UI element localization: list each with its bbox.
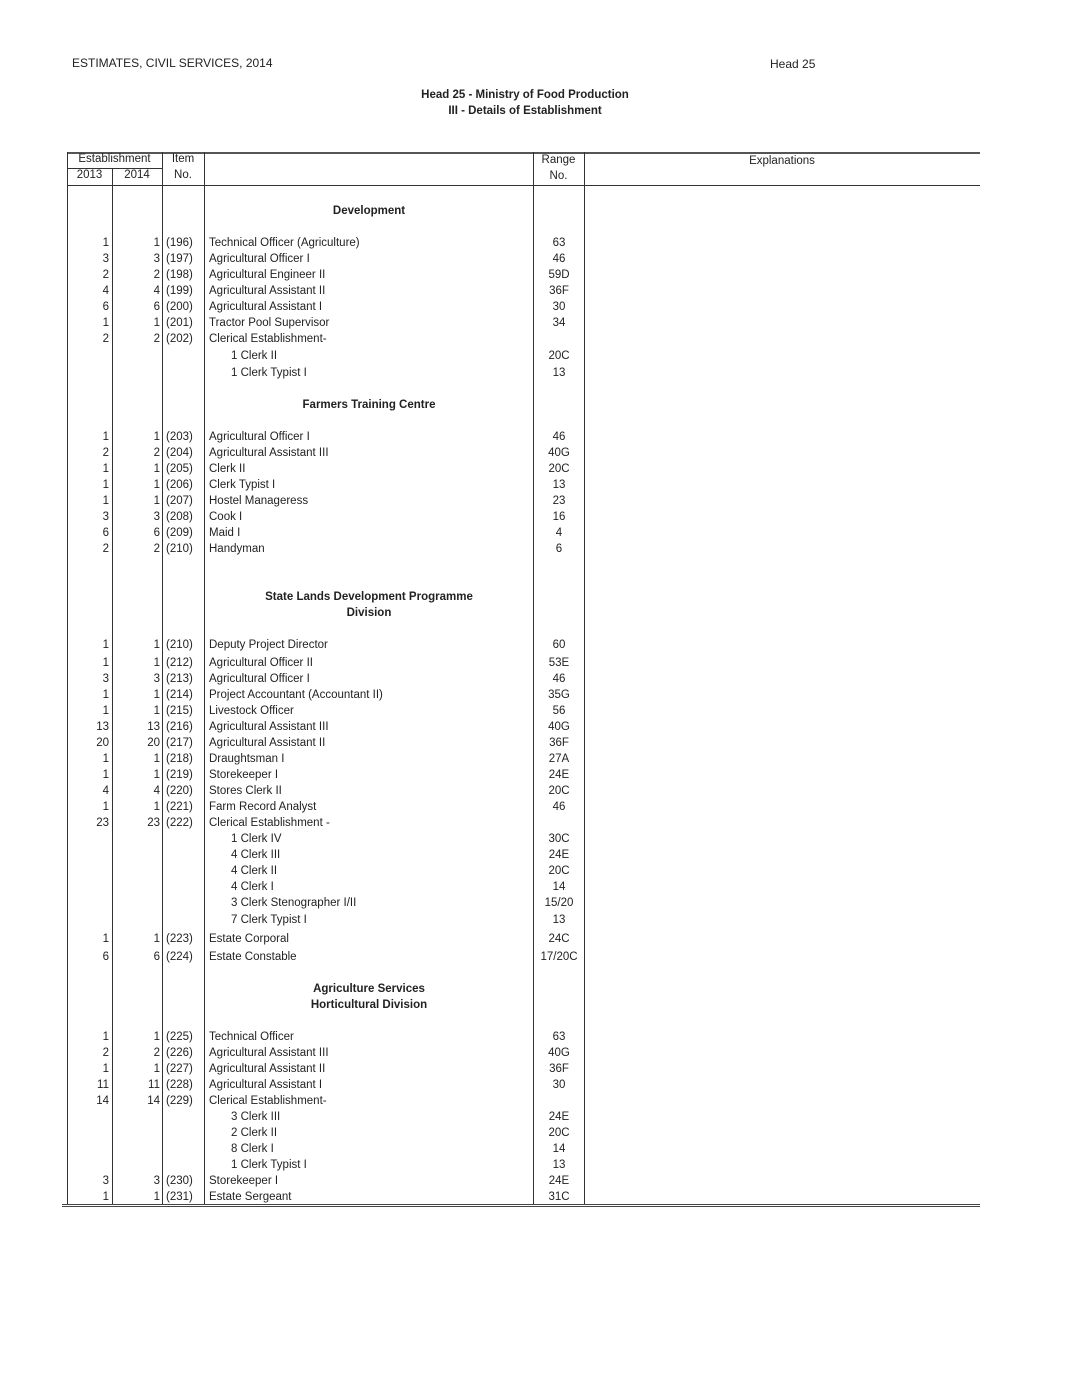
document-header-right: Head 25 — [770, 57, 816, 71]
establishment-2013: 1 — [102, 689, 109, 701]
range-number: 30C — [548, 833, 570, 845]
establishment-2013: 3 — [102, 673, 109, 685]
item-number: (212) — [166, 657, 193, 669]
item-number: (229) — [166, 1095, 193, 1107]
sub-item-row — [0, 1141, 1071, 1157]
range-number: 16 — [552, 511, 566, 523]
post-description: Agricultural Assistant II — [209, 285, 326, 297]
post-description: Agricultural Assistant I — [209, 301, 323, 313]
range-number: 15/20 — [544, 897, 574, 909]
item-number: (198) — [166, 269, 193, 281]
establishment-2013: 4 — [102, 285, 109, 297]
post-description: Maid I — [209, 527, 241, 539]
item-number: (226) — [166, 1047, 193, 1059]
post-description: Agricultural Officer I — [209, 673, 310, 685]
establishment-2013: 1 — [102, 479, 109, 491]
post-description: Clerk Typist I — [209, 479, 276, 491]
section-heading — [0, 981, 1071, 997]
table-row — [0, 235, 1071, 251]
establishment-2014: 1 — [153, 1031, 160, 1043]
item-number: (214) — [166, 689, 193, 701]
section-heading-text: Agriculture Services — [313, 983, 425, 995]
sub-item-description: 3 Clerk Stenographer I/II — [231, 897, 357, 909]
establishment-2014: 3 — [153, 673, 160, 685]
range-number: 17/20C — [540, 951, 578, 963]
post-description: Clerical Establishment - — [209, 817, 330, 829]
range-number: 4 — [555, 527, 563, 539]
establishment-2013: 3 — [102, 253, 109, 265]
table-row — [0, 331, 1071, 347]
item-number: (213) — [166, 673, 193, 685]
table-row — [0, 735, 1071, 751]
sub-item-description: 4 Clerk I — [231, 881, 274, 893]
item-number: (228) — [166, 1079, 193, 1091]
post-description: Agricultural Officer I — [209, 431, 310, 443]
col-header-item-no: No. — [174, 169, 192, 181]
table-row — [0, 751, 1071, 767]
establishment-2014: 1 — [153, 753, 160, 765]
sub-item-row — [0, 895, 1071, 911]
post-description: Hostel Manageress — [209, 495, 309, 507]
item-number: (201) — [166, 317, 193, 329]
col-header-2014: 2014 — [124, 169, 150, 181]
post-description: Agricultural Officer II — [209, 657, 313, 669]
establishment-2014: 1 — [153, 317, 160, 329]
establishment-2014: 6 — [153, 951, 160, 963]
table-row — [0, 1061, 1071, 1077]
item-number: (216) — [166, 721, 193, 733]
table-row — [0, 637, 1071, 653]
range-number: 20C — [548, 865, 570, 877]
range-number: 13 — [552, 367, 566, 379]
item-number: (224) — [166, 951, 193, 963]
table-row — [0, 477, 1071, 493]
table-row — [0, 815, 1071, 831]
sub-item-description: 7 Clerk Typist I — [231, 914, 307, 926]
post-description: Technical Officer (Agriculture) — [209, 237, 360, 249]
establishment-2014: 2 — [153, 333, 160, 345]
page-title: Head 25 - Ministry of Food Production — [421, 89, 629, 101]
table-row — [0, 509, 1071, 525]
range-number: 46 — [552, 801, 566, 813]
establishment-2014: 1 — [153, 1063, 160, 1075]
establishment-2013: 14 — [96, 1095, 109, 1107]
item-number: (215) — [166, 705, 193, 717]
range-number: 13 — [552, 914, 566, 926]
establishment-2013: 1 — [102, 237, 109, 249]
post-description: Tractor Pool Supervisor — [209, 317, 330, 329]
item-number: (227) — [166, 1063, 193, 1075]
section-heading — [0, 397, 1071, 413]
col-header-range: Range — [541, 154, 576, 166]
establishment-2013: 6 — [102, 527, 109, 539]
sub-item-row — [0, 348, 1071, 364]
range-number: 27A — [548, 753, 570, 765]
sub-item-row — [0, 847, 1071, 863]
establishment-2013: 1 — [102, 769, 109, 781]
post-description: Agricultural Assistant I — [209, 1079, 323, 1091]
item-number: (199) — [166, 285, 193, 297]
table-row — [0, 1093, 1071, 1109]
post-description: Farm Record Analyst — [209, 801, 317, 813]
table-row — [0, 703, 1071, 719]
item-number: (217) — [166, 737, 193, 749]
range-number: 23 — [552, 495, 566, 507]
establishment-2014: 1 — [153, 933, 160, 945]
establishment-2013: 1 — [102, 495, 109, 507]
post-description: Estate Corporal — [209, 933, 289, 945]
table-row — [0, 429, 1071, 445]
item-number: (231) — [166, 1191, 193, 1203]
range-number: 40G — [548, 721, 570, 733]
range-number: 20C — [548, 1127, 570, 1139]
table-row — [0, 1189, 1071, 1205]
range-number: 60 — [552, 639, 566, 651]
table-row — [0, 671, 1071, 687]
col-header-explanations: Explanations — [749, 155, 815, 167]
establishment-2014: 2 — [153, 447, 160, 459]
table-row — [0, 299, 1071, 315]
post-description: Project Accountant (Accountant II) — [209, 689, 383, 701]
document-header-left: ESTIMATES, CIVIL SERVICES, 2014 — [72, 56, 273, 70]
establishment-2013: 1 — [102, 463, 109, 475]
establishment-2014: 11 — [148, 1079, 160, 1091]
establishment-2013: 4 — [102, 785, 109, 797]
establishment-2013: 1 — [102, 431, 109, 443]
item-number: (196) — [166, 237, 193, 249]
establishment-2014: 4 — [153, 785, 160, 797]
item-number: (218) — [166, 753, 193, 765]
range-number: 20C — [548, 350, 570, 362]
establishment-2014: 2 — [153, 543, 160, 555]
range-number: 30 — [552, 301, 566, 313]
establishment-2014: 1 — [153, 463, 160, 475]
establishment-2014: 1 — [153, 479, 160, 491]
establishment-2013: 2 — [102, 1047, 109, 1059]
post-description: Clerical Establishment- — [209, 333, 327, 345]
range-number: 35G — [548, 689, 570, 701]
table-row — [0, 1045, 1071, 1061]
sub-item-description: 4 Clerk III — [231, 849, 281, 861]
establishment-2013: 2 — [102, 447, 109, 459]
range-number: 6 — [555, 543, 563, 555]
establishment-2014: 1 — [153, 237, 160, 249]
col-header-item: Item — [171, 153, 195, 165]
sub-item-description: 1 Clerk Typist I — [231, 1159, 307, 1171]
establishment-2014: 1 — [153, 431, 160, 443]
establishment-2014: 1 — [153, 657, 160, 669]
item-number: (225) — [166, 1031, 193, 1043]
range-number: 14 — [552, 881, 566, 893]
establishment-2014: 23 — [147, 817, 160, 829]
establishment-2014: 1 — [153, 639, 160, 651]
item-number: (210) — [166, 639, 193, 651]
establishment-2014: 6 — [153, 301, 160, 313]
post-description: Agricultural Assistant III — [209, 447, 329, 459]
sub-item-description: 1 Clerk IV — [231, 833, 282, 845]
post-description: Cook I — [209, 511, 243, 523]
establishment-2014: 2 — [153, 269, 160, 281]
establishment-2014: 3 — [153, 511, 160, 523]
post-description: Agricultural Officer I — [209, 253, 310, 265]
establishment-2013: 1 — [102, 317, 109, 329]
establishment-2014: 1 — [153, 801, 160, 813]
item-number: (210) — [166, 543, 193, 555]
item-number: (208) — [166, 511, 193, 523]
sub-item-row — [0, 1109, 1071, 1125]
post-description: Agricultural Assistant II — [209, 737, 326, 749]
establishment-2013: 20 — [96, 737, 109, 749]
range-number: 46 — [552, 253, 566, 265]
sub-item-description: 3 Clerk III — [231, 1111, 281, 1123]
establishment-2013: 1 — [102, 1191, 109, 1203]
item-number: (222) — [166, 817, 193, 829]
section-heading — [0, 203, 1071, 219]
range-number: 13 — [552, 479, 566, 491]
item-number: (230) — [166, 1175, 193, 1187]
range-number: 63 — [552, 237, 566, 249]
post-description: Clerical Establishment- — [209, 1095, 327, 1107]
item-number: (200) — [166, 301, 193, 313]
establishment-2013: 1 — [102, 705, 109, 717]
item-number: (219) — [166, 769, 193, 781]
post-description: Stores Clerk II — [209, 785, 282, 797]
establishment-2014: 1 — [153, 689, 160, 701]
sub-item-description: 8 Clerk I — [231, 1143, 274, 1155]
range-number: 53E — [548, 657, 570, 669]
range-number: 46 — [552, 673, 566, 685]
establishment-2013: 6 — [102, 301, 109, 313]
section-heading-text: Farmers Training Centre — [302, 399, 436, 411]
establishment-2013: 2 — [102, 269, 109, 281]
establishment-2013: 2 — [102, 333, 109, 345]
range-number: 20C — [548, 463, 570, 475]
table-row — [0, 1029, 1071, 1045]
item-number: (202) — [166, 333, 193, 345]
establishment-2014: 14 — [147, 1095, 160, 1107]
establishment-2014: 2 — [153, 1047, 160, 1059]
range-number: 14 — [552, 1143, 566, 1155]
post-description: Agricultural Assistant III — [209, 721, 329, 733]
range-number: 40G — [548, 1047, 570, 1059]
establishment-2014: 1 — [153, 705, 160, 717]
establishment-2013: 3 — [102, 511, 109, 523]
post-description: Agricultural Assistant II — [209, 1063, 326, 1075]
range-number: 24E — [548, 1175, 570, 1187]
range-number: 46 — [552, 431, 566, 443]
col-header-2013: 2013 — [76, 169, 103, 181]
range-number: 36F — [549, 1063, 569, 1075]
post-description: Livestock Officer — [209, 705, 294, 717]
table-row — [0, 767, 1071, 783]
table-row — [0, 315, 1071, 331]
sub-item-row — [0, 365, 1071, 381]
item-number: (205) — [166, 463, 193, 475]
establishment-2013: 1 — [102, 801, 109, 813]
post-description: Draughtsman I — [209, 753, 285, 765]
item-number: (197) — [166, 253, 193, 265]
sub-item-description: 1 Clerk Typist I — [231, 367, 307, 379]
post-description: Deputy Project Director — [209, 639, 328, 651]
item-number: (220) — [166, 785, 193, 797]
table-row — [0, 541, 1071, 557]
range-number: 24E — [548, 849, 570, 861]
range-number: 13 — [552, 1159, 566, 1171]
range-number: 34 — [552, 317, 566, 329]
table-row — [0, 283, 1071, 299]
range-number: 30 — [552, 1079, 566, 1091]
establishment-2013: 11 — [97, 1079, 109, 1091]
range-number: 36F — [549, 737, 569, 749]
table-row — [0, 687, 1071, 703]
establishment-2013: 1 — [102, 933, 109, 945]
range-number: 20C — [548, 785, 570, 797]
sub-item-row — [0, 1125, 1071, 1141]
section-heading — [0, 605, 1071, 621]
establishment-2013: 1 — [102, 657, 109, 669]
sub-item-row — [0, 1157, 1071, 1173]
section-heading — [0, 589, 1071, 605]
table-row — [0, 931, 1071, 947]
establishment-2013: 23 — [96, 817, 109, 829]
section-heading-text: State Lands Development Programme — [265, 591, 473, 603]
section-heading-text: Horticultural Division — [310, 999, 428, 1011]
establishment-2014: 1 — [153, 495, 160, 507]
range-number: 24E — [548, 769, 570, 781]
range-number: 24C — [548, 933, 570, 945]
table-row — [0, 1077, 1071, 1093]
sub-item-description: 4 Clerk II — [231, 865, 278, 877]
establishment-2013: 1 — [102, 753, 109, 765]
establishment-2014: 6 — [153, 527, 160, 539]
page-subtitle: III - Details of Establishment — [448, 105, 602, 117]
item-number: (206) — [166, 479, 193, 491]
table-row — [0, 251, 1071, 267]
post-description: Clerk II — [209, 463, 246, 475]
item-number: (221) — [166, 801, 193, 813]
post-description: Agricultural Engineer II — [209, 269, 326, 281]
col-header-range-no: No. — [549, 170, 568, 182]
sub-item-row — [0, 863, 1071, 879]
establishment-2013: 3 — [102, 1175, 109, 1187]
sub-item-description: 2 Clerk II — [231, 1127, 278, 1139]
range-number: 40G — [548, 447, 570, 459]
post-description: Agricultural Assistant III — [209, 1047, 329, 1059]
range-number: 36F — [549, 285, 569, 297]
establishment-2014: 13 — [147, 721, 160, 733]
post-description: Storekeeper I — [209, 1175, 279, 1187]
item-number: (203) — [166, 431, 193, 443]
table-row — [0, 783, 1071, 799]
post-description: Handyman — [209, 543, 265, 555]
establishment-2013: 1 — [102, 1031, 109, 1043]
establishment-2013: 6 — [102, 951, 109, 963]
section-heading-text: Division — [346, 607, 392, 619]
table-row — [0, 949, 1071, 965]
post-description: Estate Constable — [209, 951, 297, 963]
table-row — [0, 719, 1071, 735]
establishment-2014: 3 — [153, 1175, 160, 1187]
item-number: (207) — [166, 495, 193, 507]
sub-item-row — [0, 879, 1071, 895]
post-description: Storekeeper I — [209, 769, 279, 781]
table-row — [0, 493, 1071, 509]
post-description: Estate Sergeant — [209, 1191, 292, 1203]
establishment-2014: 1 — [153, 769, 160, 781]
establishment-2013: 2 — [102, 543, 109, 555]
item-number: (223) — [166, 933, 193, 945]
sub-item-row — [0, 912, 1071, 928]
range-number: 24E — [548, 1111, 570, 1123]
table-row — [0, 267, 1071, 283]
establishment-2013: 1 — [102, 639, 109, 651]
range-number: 56 — [552, 705, 566, 717]
establishment-2014: 1 — [153, 1191, 160, 1203]
range-number: 31C — [548, 1191, 570, 1203]
item-number: (209) — [166, 527, 193, 539]
establishment-2014: 20 — [147, 737, 160, 749]
establishment-2014: 4 — [153, 285, 160, 297]
range-number: 63 — [552, 1031, 566, 1043]
table-row — [0, 655, 1071, 671]
col-header-establishment: Establishment — [78, 153, 151, 165]
post-description: Technical Officer — [209, 1031, 294, 1043]
establishment-2013: 1 — [102, 1063, 109, 1075]
table-row — [0, 1173, 1071, 1189]
table-row — [0, 461, 1071, 477]
establishment-2013: 13 — [96, 721, 109, 733]
section-heading-text: Development — [332, 205, 406, 217]
sub-item-description: 1 Clerk II — [231, 350, 278, 362]
establishment-2014: 3 — [153, 253, 160, 265]
item-number: (204) — [166, 447, 193, 459]
table-row — [0, 525, 1071, 541]
table-row — [0, 799, 1071, 815]
sub-item-row — [0, 831, 1071, 847]
table-row — [0, 445, 1071, 461]
section-heading — [0, 997, 1071, 1013]
range-number: 59D — [548, 269, 570, 281]
